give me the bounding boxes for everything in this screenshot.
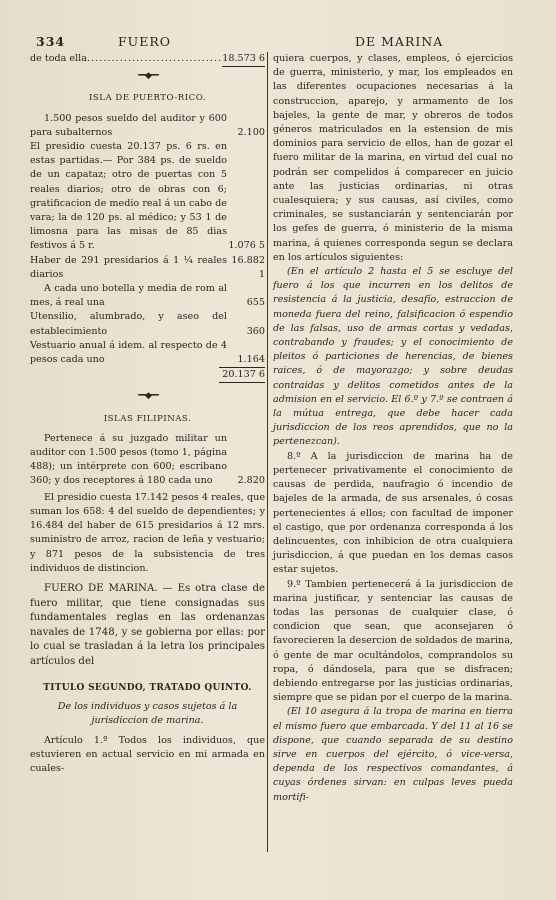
ledger-entry: 1.500 pesos sueldo del auditor y 600 para subalternos 2.100 xyxy=(30,112,265,140)
ornament-divider: ━━◆━━ xyxy=(138,71,157,82)
ledger-entry: Pertenece á su juzgado militar un auditor con 1.500 pesos (tomo 1, página 488); un intérprete con 600; escribano 360; y dos receptores á 180 cada uno 2.820 xyxy=(30,432,265,489)
ornament-divider: ━━◆━━ xyxy=(138,391,157,402)
subtitle: De los individuos y casos sujetos á la jurisdiccion de marina. xyxy=(57,700,238,726)
ledger-entry: A cada uno botella y media de rom al mes, á real una 655 xyxy=(30,282,265,310)
ledger-value: 1.076 5 xyxy=(228,240,265,252)
paragraph: El presidio cuesta 17.142 pesos 4 reales, que suman los 658: 4 del sueldo de dependientes; y 16.484 del haber de 615 presidarios á 12 mrs. suministro de arroz, racion de leña y vestuario; y 871 pesos de la subsistencia de tres individuos de distincion. xyxy=(30,491,265,574)
title-heading: TITULO SEGUNDO, TRATADO QUINTO. xyxy=(43,683,252,694)
ledger-value: 2.100 xyxy=(237,126,265,138)
ledger-entry: El presidio cuesta 20.137 ps. 6 rs. en estas partidas.— Por 384 ps. de sueldo de un capataz; otro de puertas con 5 reales diarios; otro de obras con 6; gratificacion de medio real á un cabo de vara; la de 120 ps. al médico; y 53 1 de limosna para las misas de 85 dias festivos á 5 r. 1.076 5 xyxy=(30,140,265,254)
paragraph: 9.º Tambien pertenecerá á la jurisdiccion de marina justificar, y sentenciar las causas de todas las personas de cualquier clase, ó condicion que sean, que aconsejaren ó favorecieren la desercion de soldados de marina, ó gente de mar ocultándolos, comprandolos su ropa, ó dándosela, para que se disfracen; debiendo entregarse por las justicias ordinarias, siempre que se pidan por el cuerpo de la marina. xyxy=(273,578,513,704)
ledger-entry: Haber de 291 presidarios á 1 ¼ reales diarios 16.882 1 xyxy=(30,254,265,282)
page-number: 334 xyxy=(36,34,66,49)
column-divider xyxy=(267,52,268,852)
running-title-right: DE MARINA xyxy=(355,34,444,49)
section-heading: ISLA DE PUERTO-RICO. xyxy=(89,93,206,104)
running-head xyxy=(0,34,556,50)
ledger-value: 655 xyxy=(246,297,265,309)
paragraph: quiera cuerpos, y clases, empleos, ó ejercicios de guerra, ministerio, y mar, los empleados en las diferentes ocupaciones necesarias á la construccion, aparejo, y armamento de los bajeles, la gente de mar, y obreros de todos géneros matriculados en la estension de mis dominios para servicio de ellos, han de gozar el fuero militar de la marina, en virtud del cual no podrán ser compelidos á comparecer en juicio ante las justicias ordinarias, ni otras cualesquiera; y sus causas, así civiles, como criminales, se sustanciarán y sentenciarán por los gefes de guerra, ó ministerio de la misma marina, á quienes corresponda segun se declara en los artículos siguientes: xyxy=(273,53,513,263)
ledger-value: 360 xyxy=(246,325,265,337)
ledger-value: 1.164 xyxy=(237,354,265,366)
paragraph: (En el artículo 2 hasta el 5 se escluye del fuero á los que incurren en los delitos de resistencia á la justicia, desafío, estraccion de moneda fuera del reino, falsificacion ó espendio de las falsas, uso de armas cortas y vedadas, contrabando y fraudes; y el conocimiento de pleitos ó particiones de herencias, de bienes raices, ó de mayorazgo; y sobre deudas contraidas y delitos cometidos antes de la admision en el servicio. El 6.º y 7.º se contraen á la mútua entrega, que debe hacer cada jurisdiccion de los reos aprendidos, que no la pertenezcan). xyxy=(273,266,513,448)
ledger-entry: Utensilio, alumbrado, y aseo del establecimiento 360 xyxy=(30,310,265,338)
ledger-value: 2.820 xyxy=(237,475,265,487)
section-heading: ISLAS FILIPINAS. xyxy=(103,413,192,424)
ledger-value: 16.882 1 xyxy=(231,254,265,280)
left-column xyxy=(30,52,265,777)
section-total: 20.137 6 xyxy=(219,367,265,383)
paragraph: Artículo 1.º Todos los individuos, que estuvieren en actual servicio en mi armada en cuales- xyxy=(30,735,265,775)
ledger-entry: Vestuario anual á idem. al respecto de 4 pesos cada uno 1.164 xyxy=(30,339,265,367)
paragraph: FUERO DE MARINA. — Es otra clase de fuero militar, que tiene consignadas sus fundamentales reglas en las ordenanzas navales de 1748, y se gobierna por ellas: por lo cual se trasladan á la letra los principales artículos del xyxy=(30,582,265,667)
right-column xyxy=(273,52,513,805)
running-title-left: FUERO xyxy=(118,34,171,49)
paragraph: (El 10 asegura á la tropa de marina en tierra el mismo fuero que embarcada. Y del 11 al 16 se dispone, que cuando separada de su destino sirve en cuerpos del ejército, ó vice-versa, dependa de los respectivos comandantes, á cuyas órdenes sirvan: en culpas leves pueda mortifi- xyxy=(273,706,513,803)
paragraph: 8.º A la jurisdiccion de marina ha de pertenecer privativamente el conocimiento de causas de perdida, naufragio ó incendio de bajeles de la armada, de sus arsenales, ó cosas pertenecientes á ellos; con facultad de imponer el castigo, que por ordenanza corresponda á los delincuentes, con inhibicion de otra cualquiera jurisdiccion, á que puedan en los demas casos estar sujetos. xyxy=(273,450,513,576)
paragraph-lead: FUERO DE MARINA. xyxy=(44,582,158,594)
article-lead: Artículo 1.º xyxy=(44,735,108,747)
ledger-value: 18.573 6 xyxy=(222,52,265,67)
ledger-line: de toda ella . . . 18.573 6 xyxy=(30,52,265,67)
